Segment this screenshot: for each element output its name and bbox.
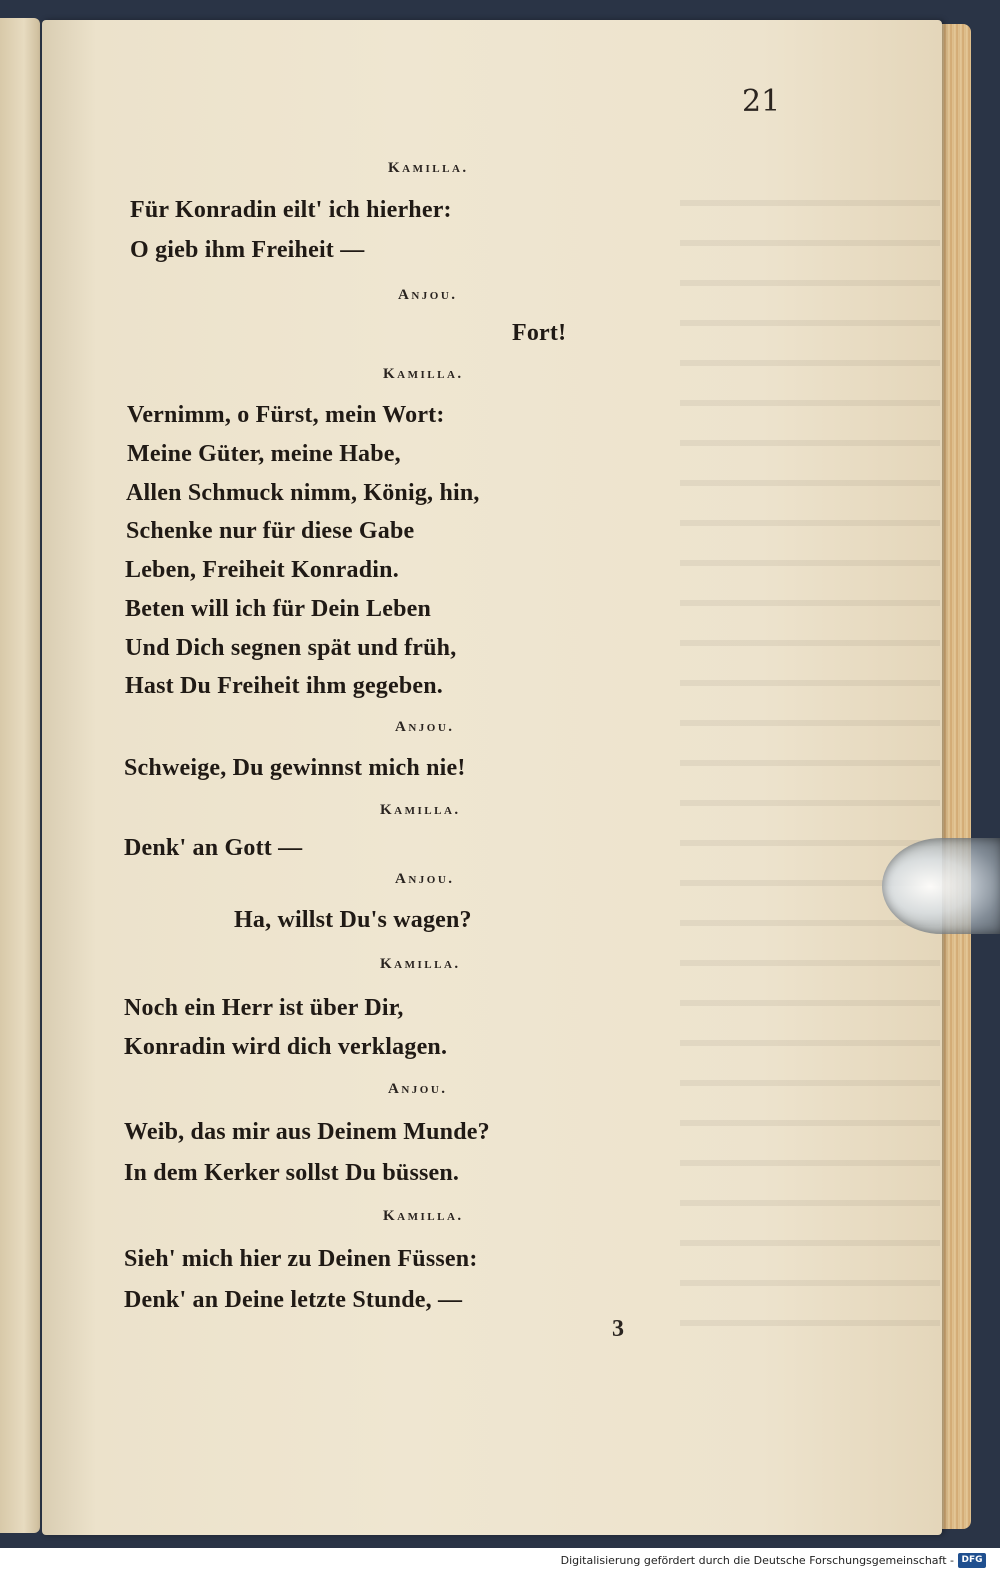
verse-line: Fort! — [512, 320, 567, 346]
page-number: 21 — [742, 84, 781, 119]
funding-credit: Digitalisierung gefördert durch die Deutsche Forschungsgemeinschaft - — [560, 1554, 954, 1567]
speaker-label: Kamilla. — [380, 956, 461, 972]
verse-line: Schenke nur für diese Gabe — [126, 518, 415, 544]
speaker-label: Anjou. — [395, 719, 455, 735]
verse-line: Leben, Freiheit Konradin. — [125, 557, 399, 583]
verse-line: Ha, willst Du's wagen? — [234, 907, 472, 933]
speaker-label: Kamilla. — [383, 366, 464, 382]
facing-page-edge — [0, 18, 40, 1533]
speaker-label: Anjou. — [398, 287, 458, 303]
speaker-label: Kamilla. — [388, 160, 469, 176]
verse-line: Vernimm, o Fürst, mein Wort: — [127, 402, 445, 428]
verse-line: Hast Du Freiheit ihm gegeben. — [125, 673, 443, 699]
verse-line: Sieh' mich hier zu Deinen Füssen: — [124, 1246, 478, 1272]
verse-line: Weib, das mir aus Deinem Munde? — [124, 1119, 490, 1145]
speaker-label: Kamilla. — [383, 1208, 464, 1224]
verse-line: Konradin wird dich verklagen. — [124, 1034, 448, 1060]
page-clip — [882, 838, 1000, 934]
verse-line: Beten will ich für Dein Leben — [125, 596, 432, 622]
speaker-label: Anjou. — [388, 1081, 448, 1097]
verse-line: Allen Schmuck nimm, König, hin, — [126, 480, 480, 506]
verse-line: In dem Kerker sollst Du büssen. — [124, 1160, 460, 1186]
verse-line: Noch ein Herr ist über Dir, — [124, 995, 404, 1021]
verse-line: Für Konradin eilt' ich hierher: — [130, 197, 452, 223]
verse-line: Und Dich segnen spät und früh, — [125, 635, 457, 661]
speaker-label: Anjou. — [395, 871, 455, 887]
verse-line: O gieb ihm Freiheit — — [130, 237, 365, 263]
signature-mark: 3 — [612, 1316, 624, 1342]
verse-line: Schweige, Du gewinnst mich nie! — [124, 755, 466, 781]
verse-line: Denk' an Gott — — [124, 835, 303, 861]
speaker-label: Kamilla. — [380, 802, 461, 818]
verse-line: Denk' an Deine letzte Stunde, — — [124, 1287, 463, 1313]
dfg-logo: DFG — [958, 1553, 986, 1568]
verse-line: Meine Güter, meine Habe, — [127, 441, 401, 467]
